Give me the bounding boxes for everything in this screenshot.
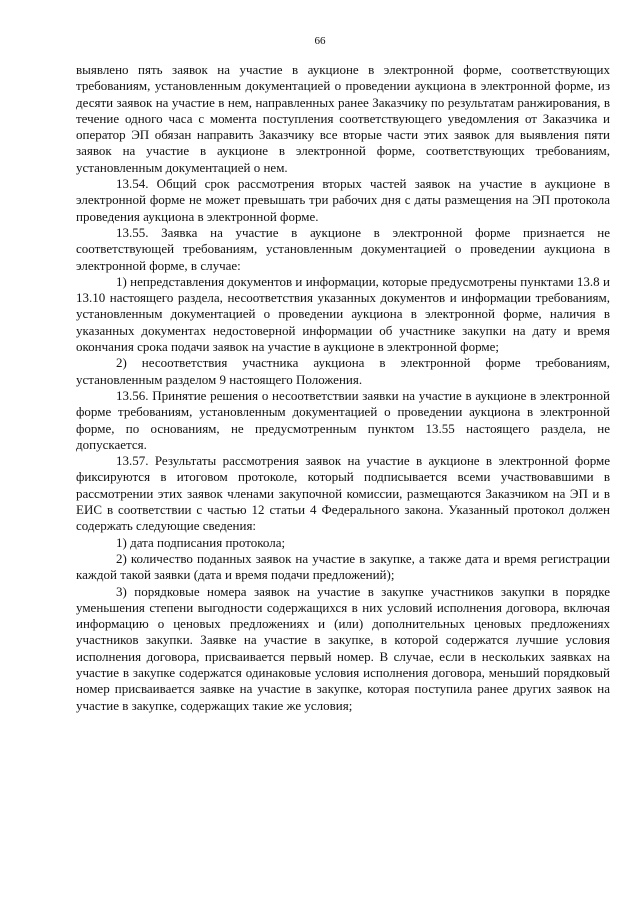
list-item-13-57-1: 1) дата подписания протокола; bbox=[116, 534, 286, 550]
list-item-13-55-2: 2) несоответствия участника аукциона в электронной форме требованиям, установленным разделом 9 настоящего Положения. bbox=[76, 355, 610, 387]
paragraph-13-57: 13.57. Результаты рассмотрения заявок на участие в аукционе в электронной форме фиксируются в итоговом протоколе, который подписывается всеми участвовавшими в рассмотрении этих заявок членами закупочной комиссии, размещаются Заказчиком на ЭП и в ЕИС в соответствии с частью 12 статьи 4 Федерального закона. Указанный протокол должен содержать следующие сведения: bbox=[76, 453, 610, 534]
list-item-13-57-3: 3) порядковые номера заявок на участие в закупке участников закупки в порядке уменьшения степени выгодности содержащихся в них условий исполнения договора, включая информацию о ценовых предложениях и (или) дополнительных ценовых предложениях участников закупки. Заявке на участие в закупке, в которой содержатся лучшие условия исполнения договора, присваивается первый номер. В случае, если в нескольких заявках на участие в закупке содержатся одинаковые условия исполнения договора, меньший порядковый номер присваивается заявке на участие в закупке, которая поступила ранее других заявок на участие в закупке, содержащих такие же условия; bbox=[76, 583, 610, 713]
paragraph-13-56: 13.56. Принятие решения о несоответствии заявки на участие в аукционе в электронной форме требованиям, установленным документацией о проведении аукциона в электронной форме, по основаниям, не предусмотренным пунктом 13.55 настоящего раздела, не допускается. bbox=[76, 387, 610, 452]
list-item-13-57-2: 2) количество поданных заявок на участие в закупке, а также дата и время регистрации каждой такой заявки (дата и время подачи предложений); bbox=[76, 550, 610, 583]
document-body bbox=[76, 62, 610, 714]
paragraph-13-54: 13.54. Общий срок рассмотрения вторых частей заявок на участие в аукционе в электронной форме не может превышать три рабочих дня с даты размещения на ЭП протокола проведения аукциона в электронной форме. bbox=[76, 176, 610, 224]
paragraph-13-55: 13.55. Заявка на участие в аукционе в электронной форме признается не соответствующей требованиям, установленным документацией о проведении аукциона в электронной форме, в случае: bbox=[76, 224, 610, 273]
list-item-13-55-1: 1) непредставления документов и информации, которые предусмотрены пунктами 13.8 и 13.10 настоящего раздела, несоответствия указанных документов и информации требованиям, установленным документацией о проведении аукциона в электронной форме, наличия в указанных документах недостоверной информации об участнике закупки на дату и время окончания срока подачи заявок на участие в аукционе в электронной форме; bbox=[76, 273, 610, 355]
page-number: 66 bbox=[314, 35, 326, 47]
paragraph-1: выявлено пять заявок на участие в аукционе в электронной форме, соответствующих требованиям, установленным документацией о проведении аукциона в электронной форме, из десяти заявок на участие в нем, направленных ранее Заказчику по результатам ранжирования, в течение одного часа с момента поступления соответствующего уведомления от Заказчика и оператор ЭП обязан направить Заказчику все вторые части этих заявок для выявления пяти заявок на участие в аукционе в электронной форме, соответствующих требованиям, установленным документацией о нем. bbox=[76, 62, 610, 175]
